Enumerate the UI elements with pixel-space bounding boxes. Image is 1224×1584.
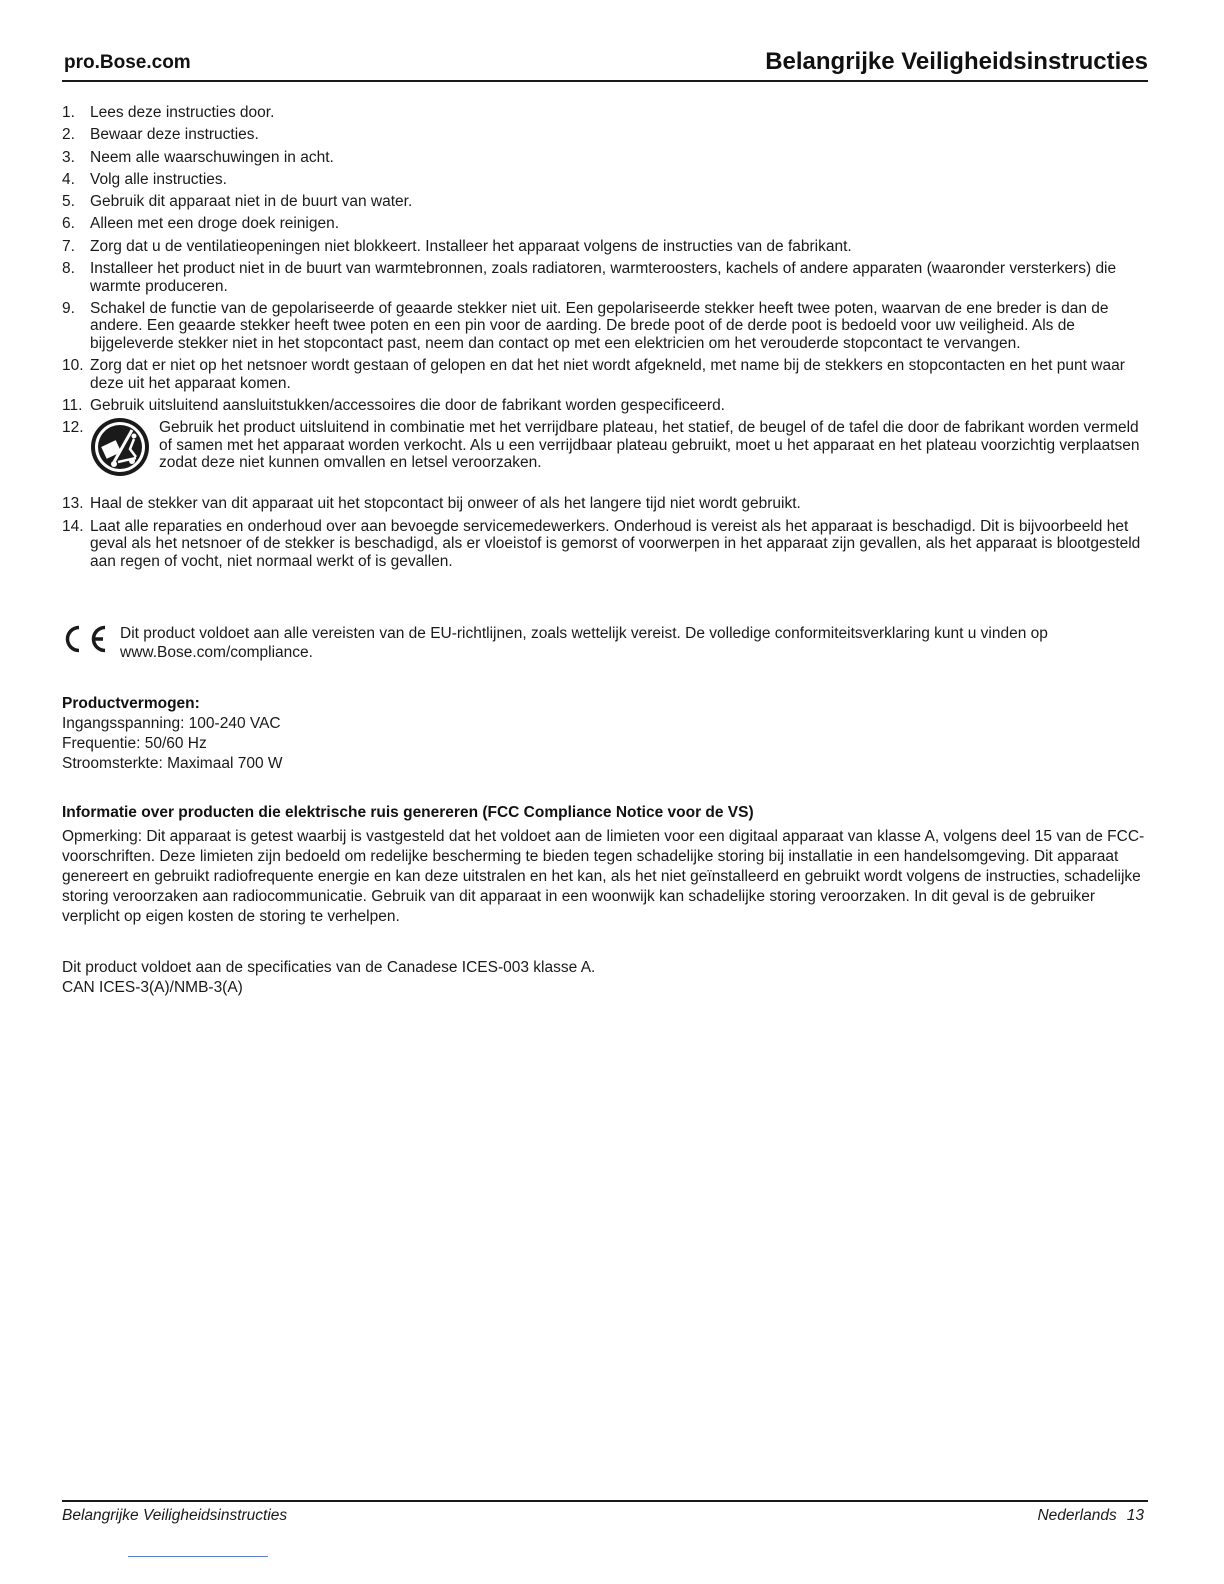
item-number: 8. <box>62 260 75 278</box>
item-number: 9. <box>62 299 75 317</box>
list-item <box>62 193 1152 211</box>
item-number: 13. <box>62 495 84 513</box>
footer-title: Belangrijke Veiligheidsinstructies <box>62 1507 288 1524</box>
list-item <box>62 419 1152 477</box>
input-voltage: Ingangsspanning: 100-240 VAC <box>62 715 281 732</box>
list-item <box>62 397 1152 415</box>
fcc-notice <box>62 803 1152 927</box>
cart-tip-over-warning-icon <box>88 415 152 479</box>
item-number: 4. <box>62 170 75 188</box>
list-item <box>62 171 1152 189</box>
item-text: Alleen met een droge doek reinigen. <box>90 215 340 233</box>
footer-language: Nederlands <box>1037 1507 1117 1524</box>
page-footer <box>62 1500 1148 1528</box>
item-text: Bewaar deze instructies. <box>90 126 259 144</box>
item-text: Laat alle reparaties en onderhoud over aan bevoegde servicemedewerkers. Onderhoud is vereist als het apparaat is beschadigd. Dit is bijvoorbeeld het geval als het netsnoer of de stekker is beschadigd, als er vloeistof is gemorst of voorwerpen in het apparaat zijn gevallen, als het apparaat is blootgesteld aan regen of vocht, niet normaal werkt of is gevallen. <box>90 517 1141 570</box>
list-item <box>62 238 1152 256</box>
ratings-heading: Productvermogen: <box>62 695 200 712</box>
item-text: Gebruik dit apparaat niet in de buurt van water. <box>90 193 413 211</box>
list-item <box>62 260 1152 295</box>
item-text: Neem alle waarschuwingen in acht. <box>90 148 334 166</box>
item-number: 14. <box>62 517 84 535</box>
item-number: 10. <box>62 357 84 375</box>
ce-mark-icon <box>62 624 112 654</box>
list-item <box>62 215 1152 233</box>
product-ratings <box>62 694 283 774</box>
frequency: Frequentie: 50/60 Hz <box>62 735 207 752</box>
footer-page-info <box>1027 1507 1144 1525</box>
item-text: Schakel de functie van de gepolariseerde of geaarde stekker niet uit. Een gepolariseerde stekker heeft twee poten, waarvan de ene breder is dan de andere. Een geaarde stekker heeft twee poten en een pin voor de aarding. De brede poot of de derde poot is bedoeld voor uw veiligheid. Als de bijgeleverde stekker niet in het stopcontact past, neem dan contact op met een elektricien om het verouderde stopcontact te vervangen. <box>90 299 1109 352</box>
item-number: 5. <box>62 193 75 211</box>
scan-artifact-line <box>128 1556 268 1557</box>
ce-notice-text: Dit product voldoet aan alle vereisten van de EU-richtlijnen, zoals wettelijk vereist. De volledige conformiteitsverklaring kunt u vinden op www.Bose.com/compliance. <box>120 625 1048 661</box>
current: Stroomsterkte: Maximaal 700 W <box>62 755 283 772</box>
list-item <box>62 495 1152 513</box>
item-text: Haal de stekker van dit apparaat uit het stopcontact bij onweer of als het langere tijd niet wordt gebruikt. <box>90 495 801 513</box>
page-header <box>62 46 1148 82</box>
ce-compliance-notice <box>62 624 1112 662</box>
item-text: Zorg dat u de ventilatieopeningen niet blokkeert. Installeer het apparaat volgens de instructies van de fabrikant. <box>90 237 852 255</box>
list-item <box>62 126 1152 144</box>
canada-notice <box>62 958 595 998</box>
safety-instructions-list <box>62 104 1152 575</box>
list-item <box>62 300 1152 353</box>
item-text: Volg alle instructies. <box>90 170 227 188</box>
item-text: Gebruik het product uitsluitend in combinatie met het verrijdbare plateau, het statief, de beugel of de tafel die door de fabrikant worden vermeld of samen met het apparaat worden verkocht. Als u een verrijdbaar plateau gebruikt, moet u het apparaat en het plateau voorzichtig verplaatsen zodat deze niet kunnen omvallen en letsel veroorzaken. <box>159 419 1140 472</box>
page-number: 13 <box>1126 1507 1144 1524</box>
item-text: Gebruik uitsluitend aansluitstukken/accessoires die door de fabrikant worden gespecificeerd. <box>90 396 725 414</box>
item-number: 3. <box>62 148 75 166</box>
canada-line-1: Dit product voldoet aan de specificaties van de Canadese ICES-003 klasse A. <box>62 959 596 976</box>
item-number: 6. <box>62 215 75 233</box>
site-url: pro.Bose.com <box>64 52 191 73</box>
item-number: 1. <box>62 104 75 121</box>
list-item <box>62 149 1152 167</box>
fcc-body: Opmerking: Dit apparaat is getest waarbij is vastgesteld dat het voldoet aan de limieten voor een digitaal apparaat van klasse A, volgens deel 15 van de FCC-voorschriften. Deze limieten zijn bedoeld om redelijke bescherming te bieden tegen schadelijke storing bij installatie in een handelsomgeving. Dit apparaat genereert en gebruikt radiofrequente energie en kan deze uitstralen en het kan, als het niet geïnstalleerd en gebruikt wordt volgens de instructies, schadelijke storing veroorzaken aan radiocommunicatie. Gebruik van dit apparaat in een woonwijk kan schadelijke storing veroorzaken. In dit geval is de gebruiker verplicht op eigen kosten de storing te verhelpen. <box>62 828 1145 925</box>
list-item <box>62 104 1152 122</box>
canada-line-2: CAN ICES-3(A)/NMB-3(A) <box>62 979 243 996</box>
list-item <box>62 357 1152 392</box>
item-number: 12. <box>62 419 84 437</box>
list-item <box>62 518 1152 571</box>
fcc-heading: Informatie over producten die elektrische ruis genereren (FCC Compliance Notice voor de VS) <box>62 804 754 821</box>
item-number: 2. <box>62 126 75 144</box>
item-text: Lees deze instructies door. <box>90 104 275 121</box>
item-text: Installeer het product niet in de buurt van warmtebronnen, zoals radiatoren, warmteroosters, kachels of andere apparaten (waaronder versterkers) die warmte produceren. <box>90 260 1117 295</box>
item-text: Zorg dat er niet op het netsnoer wordt gestaan of gelopen en dat het niet wordt afgekneld, met name bij de stekkers en stopcontacten en het punt waar deze uit het apparaat komen. <box>90 357 1125 392</box>
page-title: Belangrijke Veiligheidsinstructies <box>765 48 1148 75</box>
item-number: 11. <box>62 396 83 414</box>
item-number: 7. <box>62 237 75 255</box>
